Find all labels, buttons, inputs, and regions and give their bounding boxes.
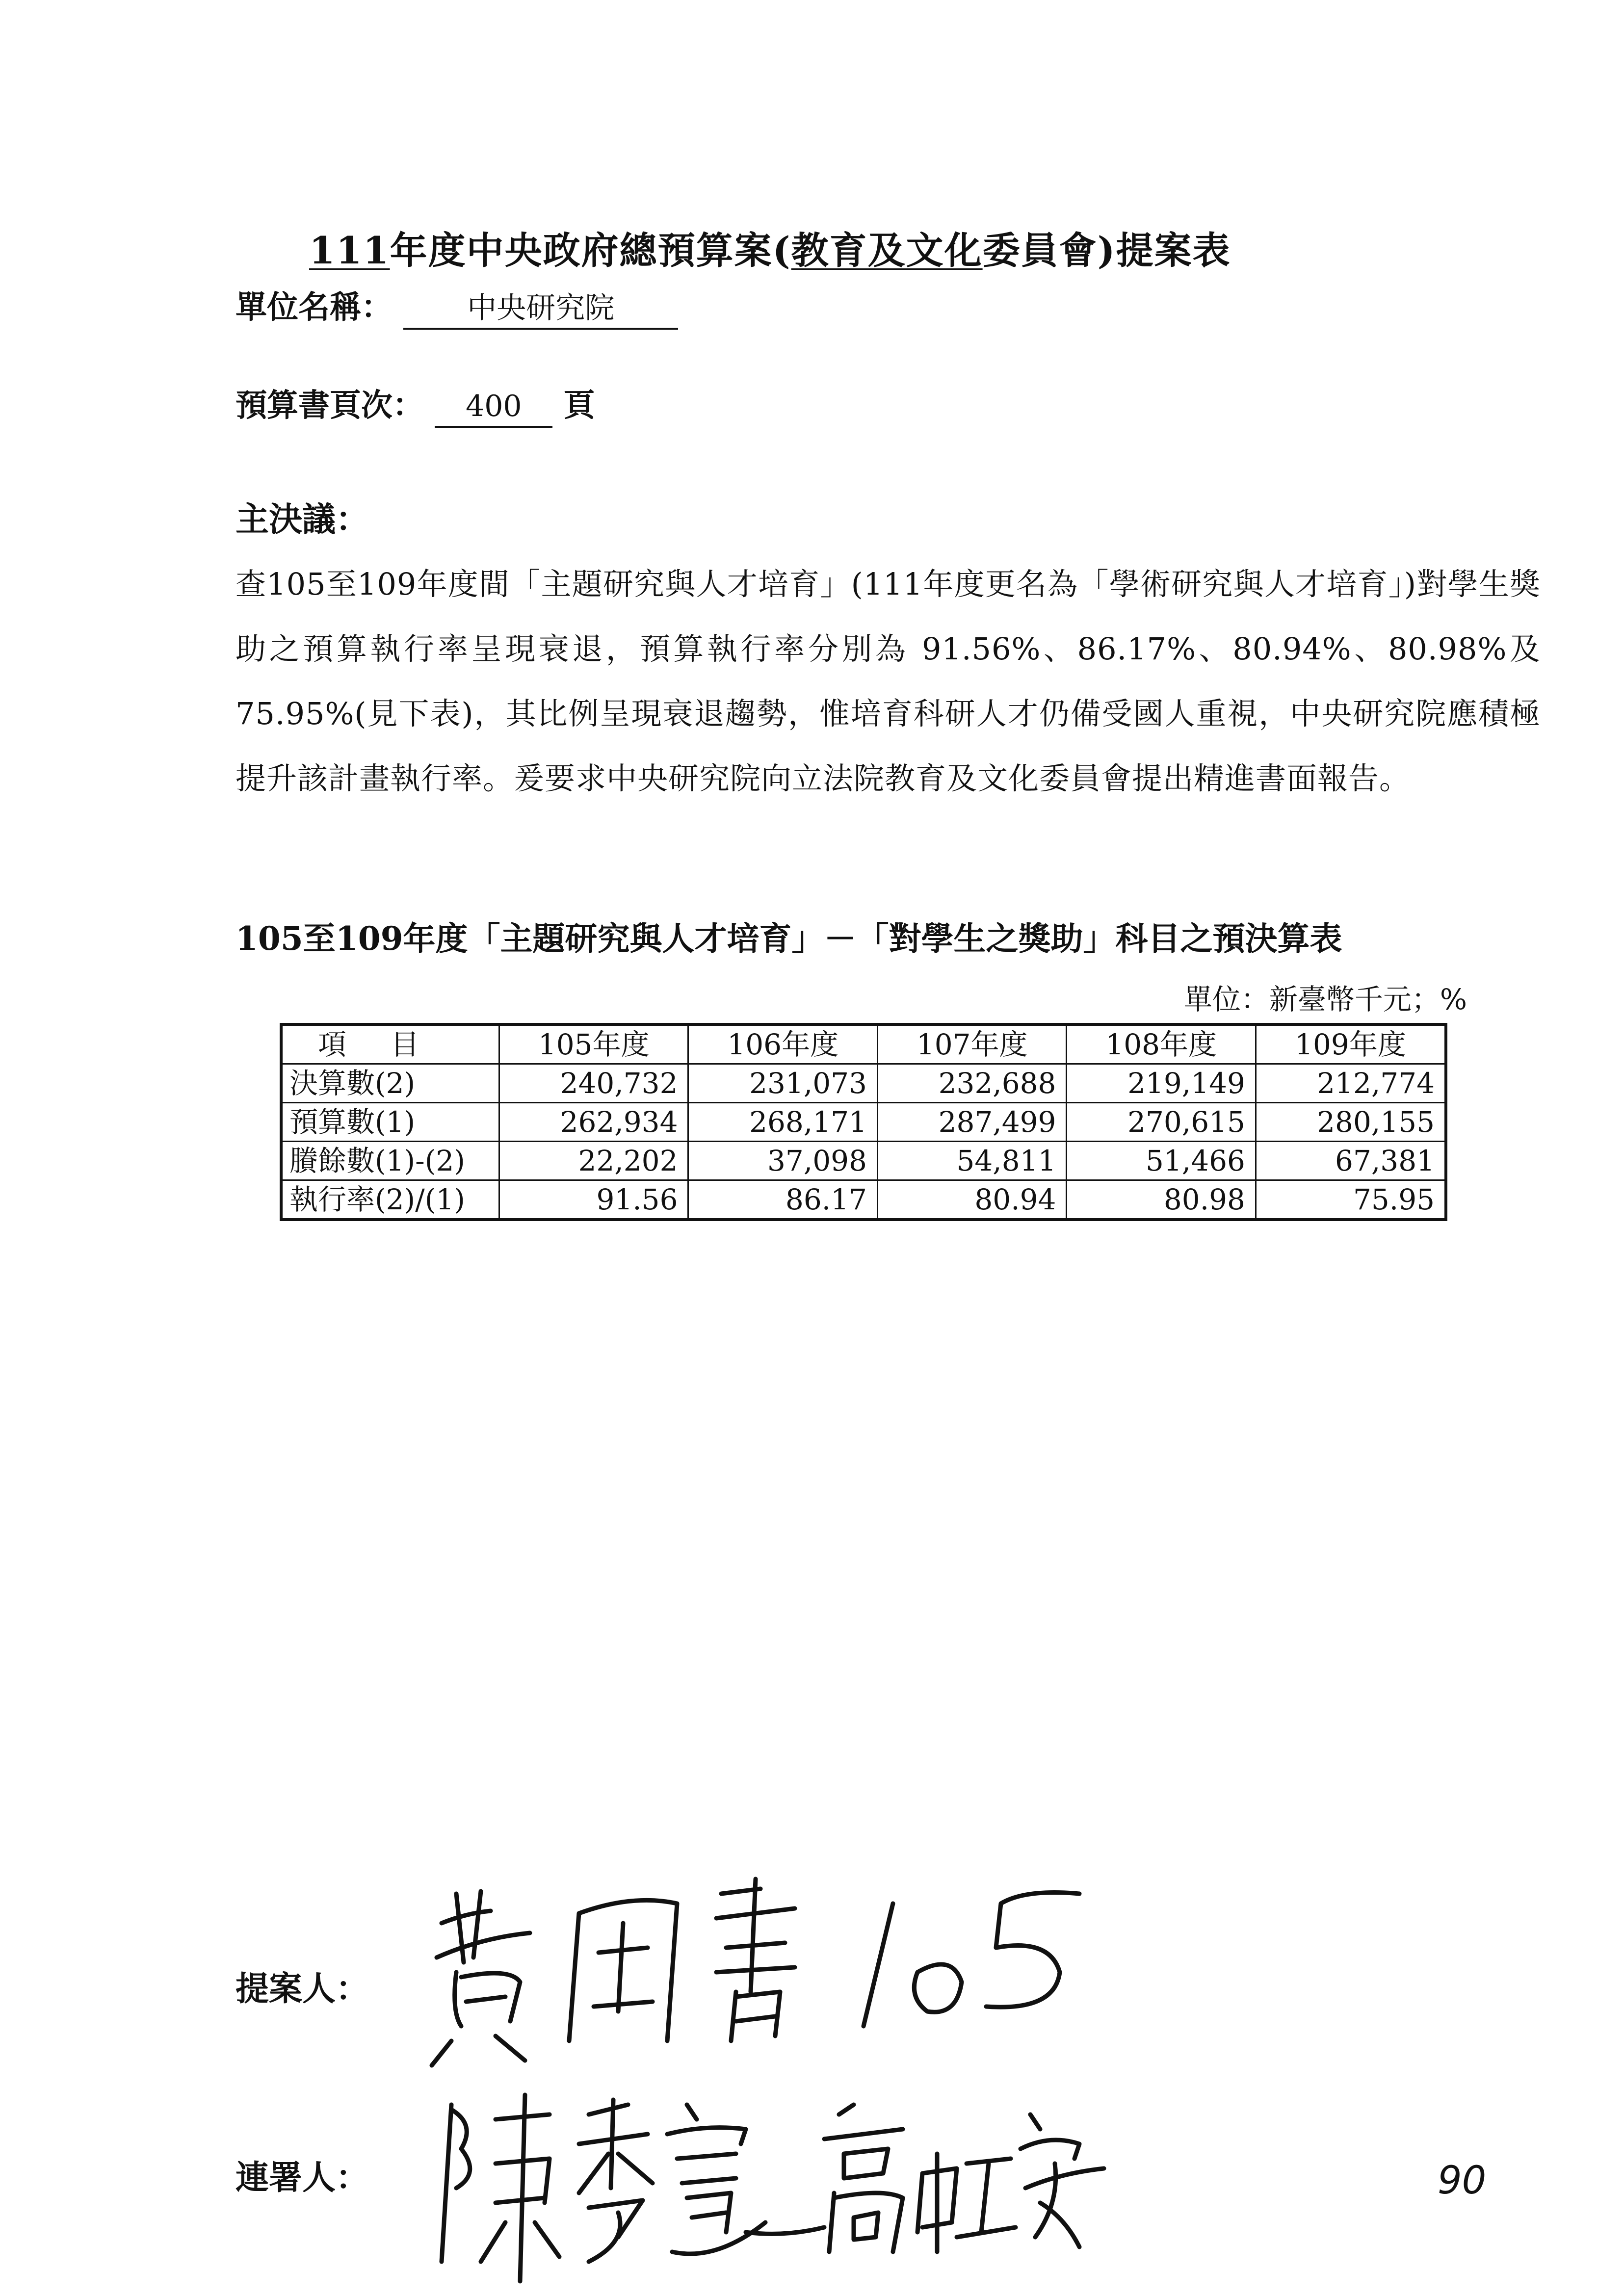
title-year: 111 <box>309 229 390 272</box>
table-cell: 280,155 <box>1256 1103 1446 1142</box>
table-cell: 287,499 <box>877 1103 1066 1142</box>
page-number: 90 <box>1438 2159 1487 2203</box>
header-106: 106年度 <box>688 1024 877 1064</box>
header-109: 109年度 <box>1256 1024 1446 1064</box>
title-committee: 教育及文化 <box>791 229 983 272</box>
table-row <box>281 1103 1446 1142</box>
table-row <box>281 1142 1446 1180</box>
table-cell: 268,171 <box>688 1103 877 1142</box>
row-label: 執行率(2)/(1) <box>281 1180 499 1220</box>
row-label: 賸餘數(1)-(2) <box>281 1142 499 1180</box>
table-cell: 75.95 <box>1256 1180 1446 1220</box>
resolution-body: 查105至109年度間「主題研究與人才培育」(111年度更名為「學術研究與人才培育」)對學生獎助之預算執行率呈現衰退，預算執行率分別為 91.56%、86.17%、80.94%、80.98%及75.95%(見下表)，其比例呈現衰退趨勢，惟培育科研人才仍備受國人重視，中央研究院應積極提升該計畫執行率。爰要求中央研究院向立法院教育及文化委員會提出精進書面報告。 <box>236 566 1541 796</box>
header-108: 108年度 <box>1067 1024 1256 1064</box>
document-title <box>309 221 1231 274</box>
resolution-heading: 主決議： <box>236 500 369 539</box>
table-cell: 219,149 <box>1067 1064 1256 1103</box>
unit-name-label: 單位名稱： <box>236 289 393 326</box>
table-cell: 212,774 <box>1256 1064 1446 1103</box>
header-107: 107年度 <box>877 1024 1066 1064</box>
table-title: 105至109年度「主題研究與人才培育」－「對學生之獎助」科目之預決算表 <box>236 919 1342 958</box>
cosigner-signature <box>422 2075 1109 2291</box>
table-row <box>281 1064 1446 1103</box>
table-cell: 232,688 <box>877 1064 1066 1103</box>
table-cell: 80.94 <box>877 1180 1066 1220</box>
row-label: 預算數(1) <box>281 1103 499 1142</box>
table-header-row <box>281 1024 1446 1064</box>
table-row <box>281 1180 1446 1220</box>
table-unit: 單位：新臺幣千元；% <box>1183 983 1467 1016</box>
table-cell: 270,615 <box>1067 1103 1256 1142</box>
table-cell: 80.98 <box>1067 1180 1256 1220</box>
table-cell: 86.17 <box>688 1180 877 1220</box>
proposer-signature <box>422 1864 1109 2070</box>
proposer-label: 提案人： <box>236 1969 369 2009</box>
budget-page-suffix: 頁 <box>563 387 595 424</box>
title-part2: 委員會)提案表 <box>982 229 1231 272</box>
budget-table <box>280 1023 1447 1221</box>
table-cell: 231,073 <box>688 1064 877 1103</box>
unit-name-value: 中央研究院 <box>403 288 678 330</box>
table-cell: 262,934 <box>499 1103 688 1142</box>
table-cell: 240,732 <box>499 1064 688 1103</box>
table-cell: 91.56 <box>499 1180 688 1220</box>
table-cell: 37,098 <box>688 1142 877 1180</box>
budget-page-value: 400 <box>435 387 552 428</box>
table-cell: 51,466 <box>1067 1142 1256 1180</box>
header-105: 105年度 <box>499 1024 688 1064</box>
row-label: 決算數(2) <box>281 1064 499 1103</box>
cosigner-label: 連署人： <box>236 2158 369 2197</box>
table-cell: 22,202 <box>499 1142 688 1180</box>
budget-page-label: 預算書頁次： <box>236 387 424 424</box>
budget-page-row <box>236 380 595 428</box>
unit-name-row <box>236 282 678 330</box>
table-cell: 54,811 <box>877 1142 1066 1180</box>
header-item: 項目 <box>281 1024 499 1064</box>
table-cell: 67,381 <box>1256 1142 1446 1180</box>
title-part1: 年度中央政府總預算案( <box>390 229 791 272</box>
